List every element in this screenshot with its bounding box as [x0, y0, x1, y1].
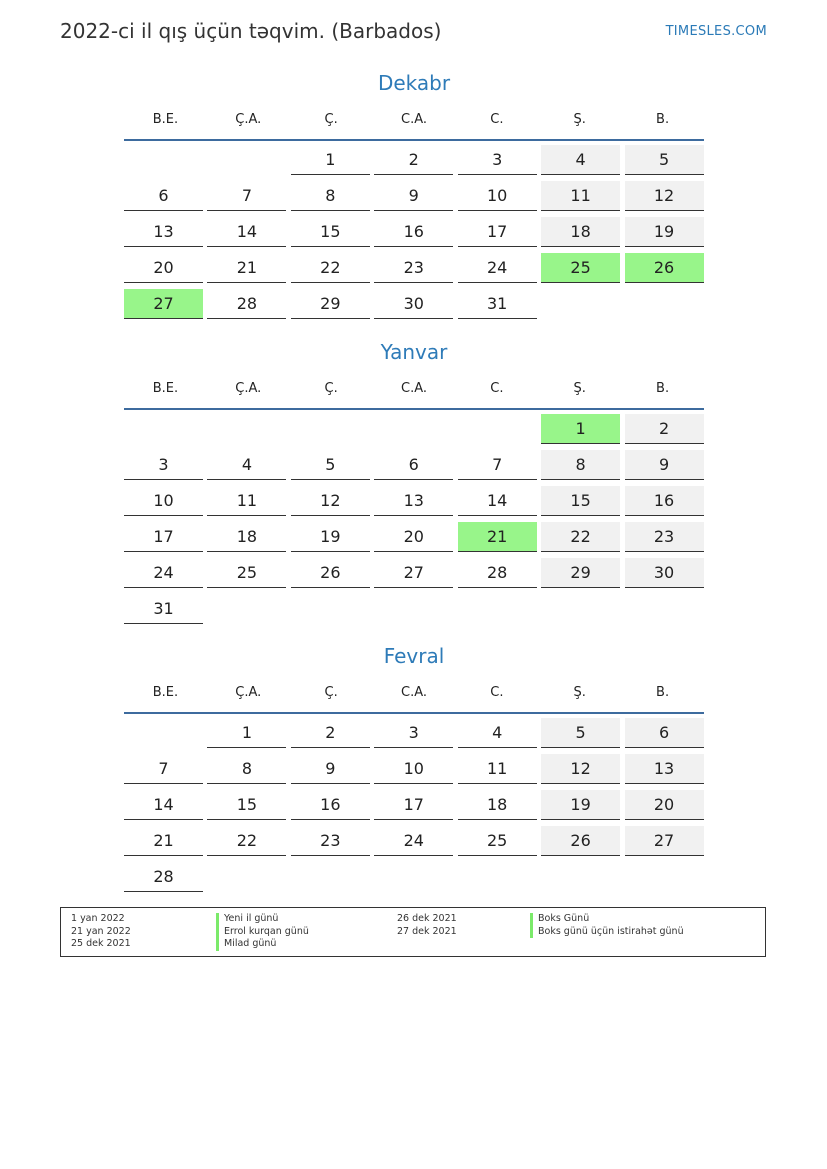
day-cell: 17: [124, 522, 203, 552]
weekday-label: Ç.: [324, 112, 338, 127]
day-cell: 31: [124, 594, 203, 624]
day-cell: 19: [291, 522, 370, 552]
day-cell: 28: [207, 289, 286, 319]
legend-holiday-name: Errol kurqan günü: [216, 926, 309, 939]
day-cell: 3: [374, 718, 453, 748]
day-cell: 26: [291, 558, 370, 588]
day-cell: 23: [625, 522, 704, 552]
weekday-label: Ş.: [573, 685, 586, 700]
day-cell: 23: [374, 253, 453, 283]
day-cell: 17: [374, 790, 453, 820]
day-cell: 21: [124, 826, 203, 856]
empty-cell: [124, 145, 203, 175]
weekday-label: B.E.: [152, 112, 179, 127]
month-calendar-january: [124, 340, 704, 630]
day-cell: 2: [374, 145, 453, 175]
day-cell: 4: [207, 450, 286, 480]
day-cell: 5: [291, 450, 370, 480]
day-cell: 3: [458, 145, 537, 175]
day-cell: 15: [207, 790, 286, 820]
day-cell: 16: [625, 486, 704, 516]
day-cell: 17: [458, 217, 537, 247]
weekday-label: Ç.: [324, 685, 338, 700]
day-cell: 26: [541, 826, 620, 856]
day-cell: 21: [207, 253, 286, 283]
day-cell: 9: [291, 754, 370, 784]
legend-date: 21 yan 2022: [71, 925, 131, 937]
day-cell: 30: [374, 289, 453, 319]
legend-date: 1 yan 2022: [71, 913, 125, 924]
weekday-label: C.A.: [401, 685, 428, 700]
weekday-label: Ç.A.: [235, 381, 262, 396]
legend-date: 26 dek 2021: [397, 913, 457, 924]
day-cell: 10: [374, 754, 453, 784]
day-cell: 20: [124, 253, 203, 283]
day-cell: 29: [291, 289, 370, 319]
day-cell: 12: [541, 754, 620, 784]
empty-cell: [124, 414, 203, 444]
weekday-label: B.: [656, 685, 670, 700]
month-calendar-december: [124, 71, 704, 325]
day-cell: 5: [625, 145, 704, 175]
weekday-label: C.: [490, 112, 504, 127]
holiday-day-cell: 21: [458, 522, 537, 552]
day-cell: 24: [124, 558, 203, 588]
day-cell: 6: [374, 450, 453, 480]
day-cell: 12: [291, 486, 370, 516]
day-cell: 7: [458, 450, 537, 480]
day-cell: 27: [374, 558, 453, 588]
day-cell: 24: [458, 253, 537, 283]
empty-cell: [374, 414, 453, 444]
day-cell: 8: [207, 754, 286, 784]
holiday-day-cell: 25: [541, 253, 620, 283]
day-cell: 13: [124, 217, 203, 247]
day-grid: [124, 414, 704, 630]
weekday-header: [124, 105, 704, 141]
weekday-label: C.: [490, 381, 504, 396]
day-cell: 1: [291, 145, 370, 175]
legend-holiday-name: Milad günü: [216, 938, 309, 951]
day-cell: 11: [458, 754, 537, 784]
weekday-label: C.A.: [401, 381, 428, 396]
month-title: Dekabr: [377, 71, 451, 95]
day-cell: 14: [458, 486, 537, 516]
empty-cell: [207, 145, 286, 175]
day-cell: 15: [291, 217, 370, 247]
day-cell: 2: [291, 718, 370, 748]
day-cell: 22: [291, 253, 370, 283]
month-calendar-february: [124, 644, 704, 898]
day-grid: [124, 145, 704, 325]
weekday-label: Ş.: [573, 381, 586, 396]
day-cell: 8: [291, 181, 370, 211]
day-cell: 28: [458, 558, 537, 588]
day-cell: 23: [291, 826, 370, 856]
day-cell: 1: [207, 718, 286, 748]
empty-cell: [291, 414, 370, 444]
site-link[interactable]: TIMESLES.COM: [665, 24, 767, 39]
day-cell: 4: [541, 145, 620, 175]
weekday-label: Ç.A.: [235, 112, 262, 127]
day-cell: 25: [207, 558, 286, 588]
day-cell: 20: [374, 522, 453, 552]
weekday-label: Ç.A.: [235, 685, 262, 700]
weekday-label: B.E.: [152, 685, 179, 700]
weekday-label: B.: [656, 381, 670, 396]
day-cell: 29: [541, 558, 620, 588]
day-cell: 31: [458, 289, 537, 319]
month-title: Yanvar: [380, 340, 448, 364]
day-cell: 14: [124, 790, 203, 820]
day-cell: 11: [541, 181, 620, 211]
weekday-label: Ş.: [573, 112, 586, 127]
legend-dates-left: [71, 913, 131, 951]
day-cell: 13: [625, 754, 704, 784]
day-cell: 18: [541, 217, 620, 247]
day-cell: 9: [374, 181, 453, 211]
day-cell: 9: [625, 450, 704, 480]
holiday-day-cell: 27: [124, 289, 203, 319]
day-cell: 20: [625, 790, 704, 820]
day-cell: 4: [458, 718, 537, 748]
day-cell: 19: [625, 217, 704, 247]
legend-names-right: [530, 913, 684, 938]
weekday-label: C.: [490, 685, 504, 700]
day-cell: 5: [541, 718, 620, 748]
day-cell: 12: [625, 181, 704, 211]
day-cell: 28: [124, 862, 203, 892]
day-cell: 18: [458, 790, 537, 820]
legend-date: 27 dek 2021: [397, 925, 457, 937]
day-cell: 22: [207, 826, 286, 856]
day-cell: 3: [124, 450, 203, 480]
holiday-legend: [60, 907, 766, 957]
day-cell: 2: [625, 414, 704, 444]
day-cell: 24: [374, 826, 453, 856]
day-cell: 18: [207, 522, 286, 552]
day-cell: 16: [374, 217, 453, 247]
page-title: 2022-ci il qış üçün təqvim. (Barbados): [60, 19, 442, 43]
day-cell: 30: [625, 558, 704, 588]
day-cell: 22: [541, 522, 620, 552]
day-cell: 27: [625, 826, 704, 856]
empty-cell: [458, 414, 537, 444]
weekday-label: B.E.: [152, 381, 179, 396]
day-cell: 13: [374, 486, 453, 516]
empty-cell: [207, 414, 286, 444]
weekday-label: C.A.: [401, 112, 428, 127]
day-cell: 15: [541, 486, 620, 516]
weekday-label: B.: [656, 112, 670, 127]
day-cell: 7: [207, 181, 286, 211]
holiday-day-cell: 26: [625, 253, 704, 283]
day-cell: 6: [625, 718, 704, 748]
day-cell: 7: [124, 754, 203, 784]
month-title: Fevral: [383, 644, 445, 668]
weekday-label: Ç.: [324, 381, 338, 396]
day-grid: [124, 718, 704, 898]
empty-cell: [124, 718, 203, 748]
day-cell: 19: [541, 790, 620, 820]
legend-holiday-name: Boks Günü: [530, 913, 684, 926]
legend-dates-right: [397, 913, 457, 938]
day-cell: 25: [458, 826, 537, 856]
day-cell: 10: [458, 181, 537, 211]
legend-holiday-name: Boks günü üçün istirahət günü: [530, 926, 684, 939]
legend-holiday-name: Yeni il günü: [216, 913, 309, 926]
holiday-day-cell: 1: [541, 414, 620, 444]
legend-date: 25 dek 2021: [71, 938, 131, 949]
day-cell: 14: [207, 217, 286, 247]
day-cell: 6: [124, 181, 203, 211]
weekday-header: [124, 678, 704, 714]
weekday-header: [124, 374, 704, 410]
day-cell: 11: [207, 486, 286, 516]
day-cell: 10: [124, 486, 203, 516]
legend-names-left: [216, 913, 309, 951]
day-cell: 16: [291, 790, 370, 820]
day-cell: 8: [541, 450, 620, 480]
